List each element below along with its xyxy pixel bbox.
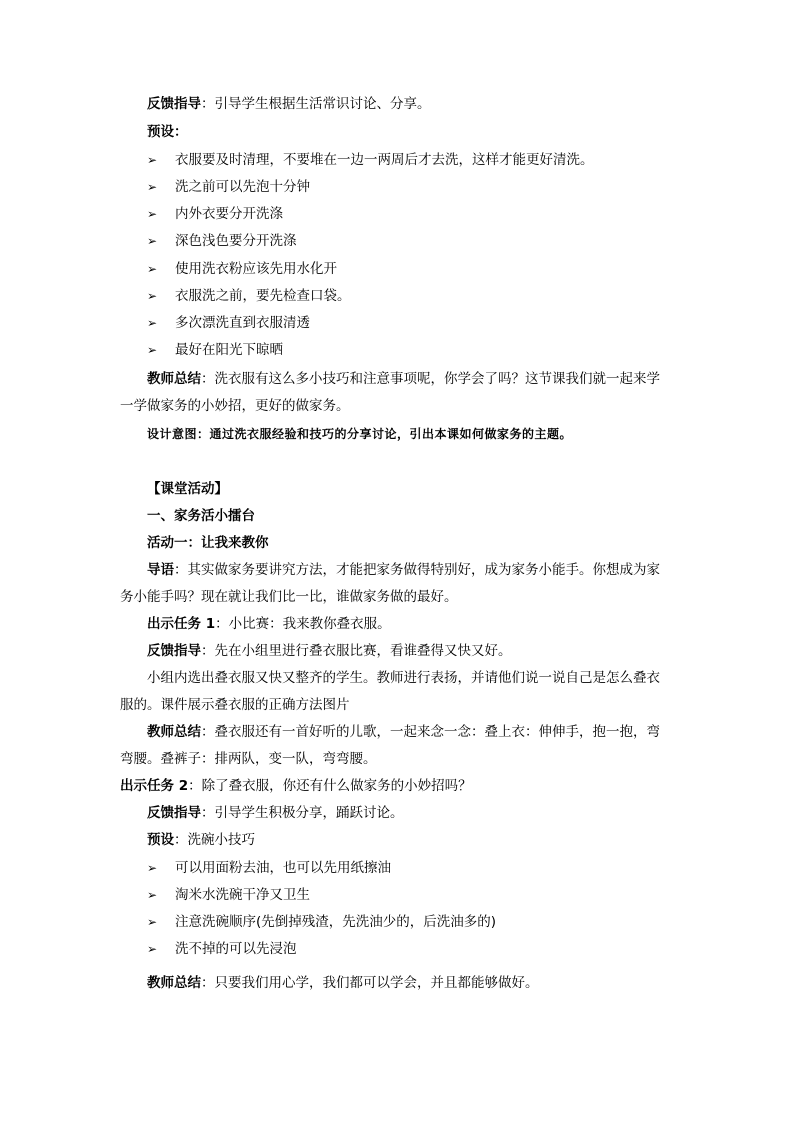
list-item: ➢ 多次漂洗直到衣服清透 — [147, 315, 310, 331]
list-item: ➢ 注意洗碗顺序(先倒掉残渣，先洗油少的，后洗油多的) — [147, 914, 497, 930]
arrowhead-bullet-icon: ➢ — [147, 861, 158, 875]
design-intent: 设计意图：通过洗衣服经验和技巧的分享讨论，引出本课如何做家务的主题。 — [147, 427, 573, 441]
list-item: ➢ 内外衣要分开洗涤 — [147, 206, 283, 222]
summary2-label: 教师总结 — [147, 724, 201, 740]
arrowhead-bullet-icon: ➢ — [147, 234, 158, 248]
task1-label: 出示任务 1 — [147, 616, 216, 632]
intro-line-2: 务小能手吗？现在就让我们比一比，谁做家务做的最好。 — [120, 589, 458, 605]
feedback-text: ：引导学生根据生活常识讨论、分享。 — [201, 96, 431, 112]
list-item: ➢ 洗之前可以先泡十分钟 — [147, 179, 310, 195]
activity-title: 活动一：让我来教你 — [147, 535, 269, 551]
summary3-line: 教师总结：只要我们用心学，我们都可以学会，并且都能够做好。 — [147, 975, 539, 991]
arrowhead-bullet-icon: ➢ — [147, 316, 158, 330]
list-item: ➢ 深色浅色要分开洗涤 — [147, 233, 297, 249]
summary-line-2: 一学做家务的小妙招，更好的做家务。 — [120, 398, 350, 414]
summary-label: 教师总结 — [147, 371, 201, 387]
list-item: ➢ 洗不掉的可以先浸泡 — [147, 941, 297, 957]
arrowhead-bullet-icon: ➢ — [147, 262, 158, 276]
task2-label: 出示任务 2 — [120, 778, 189, 794]
arrowhead-bullet-icon: ➢ — [147, 153, 158, 167]
list-item: ➢ 使用洗衣粉应该先用水化开 — [147, 261, 337, 277]
list-item: ➢ 衣服洗之前，要先检查口袋。 — [147, 288, 351, 304]
task1-line: 出示任务 1：小比赛：我来教你叠衣服。 — [147, 616, 391, 632]
intro-line-1: 导语：其实做家务要讲究方法，才能把家务做得特别好，成为家务小能手。你想成为家 — [147, 562, 660, 578]
preset2-label: 预设 — [147, 832, 174, 848]
arrowhead-bullet-icon: ➢ — [147, 915, 158, 929]
arrowhead-bullet-icon: ➢ — [147, 888, 158, 902]
summary-line-1: 教师总结：洗衣服有这么多小技巧和注意事项呢，你学会了吗？这节课我们就一起来学 — [147, 371, 660, 387]
feedback3-label: 反馈指导 — [147, 805, 201, 821]
arrowhead-bullet-icon: ➢ — [147, 207, 158, 221]
feedback2-line: 反馈指导：先在小组里进行叠衣服比赛，看谁叠得又快又好。 — [147, 643, 512, 659]
intro-label: 导语 — [147, 562, 174, 578]
preset-label: 预设： — [147, 124, 188, 140]
paragraph-line-1: 小组内选出叠衣服又快又整齐的学生。教师进行表扬，并请他们说一说自己是怎么叠衣 — [147, 670, 660, 686]
list-item: ➢ 可以用面粉去油，也可以先用纸擦油 — [147, 860, 391, 876]
subtitle: 一、家务活小擂台 — [147, 508, 255, 524]
paragraph-line-2: 服的。课件展示叠衣服的正确方法图片 — [120, 697, 350, 713]
task2-line: 出示任务 2：除了叠衣服，你还有什么做家务的小妙招吗？ — [120, 778, 472, 794]
arrowhead-bullet-icon: ➢ — [147, 942, 158, 956]
arrowhead-bullet-icon: ➢ — [147, 343, 158, 357]
arrowhead-bullet-icon: ➢ — [147, 180, 158, 194]
list-item: ➢ 淘米水洗碗干净又卫生 — [147, 887, 310, 903]
feedback2-label: 反馈指导 — [147, 643, 201, 659]
list-item: ➢ 衣服要及时清理，不要堆在一边一两周后才去洗，这样才能更好清洗。 — [147, 152, 594, 168]
list-item: ➢ 最好在阳光下晾晒 — [147, 342, 283, 358]
section-title: 【课堂活动】 — [147, 481, 228, 497]
summary3-label: 教师总结 — [147, 975, 201, 991]
feedback3-line: 反馈指导：引导学生积极分享，踊跃讨论。 — [147, 805, 404, 821]
preset2-line: 预设：洗碗小技巧 — [147, 832, 255, 848]
feedback-line — [147, 94, 431, 114]
feedback-label: 反馈指导 — [147, 96, 201, 112]
arrowhead-bullet-icon: ➢ — [147, 289, 158, 303]
summary2-line-2: 弯腰。叠裤子：排两队，变一队，弯弯腰。 — [120, 751, 377, 767]
summary2-line-1: 教师总结：叠衣服还有一首好听的儿歌，一起来念一念：叠上衣：伸伸手，抱一抱，弯 — [147, 724, 660, 740]
